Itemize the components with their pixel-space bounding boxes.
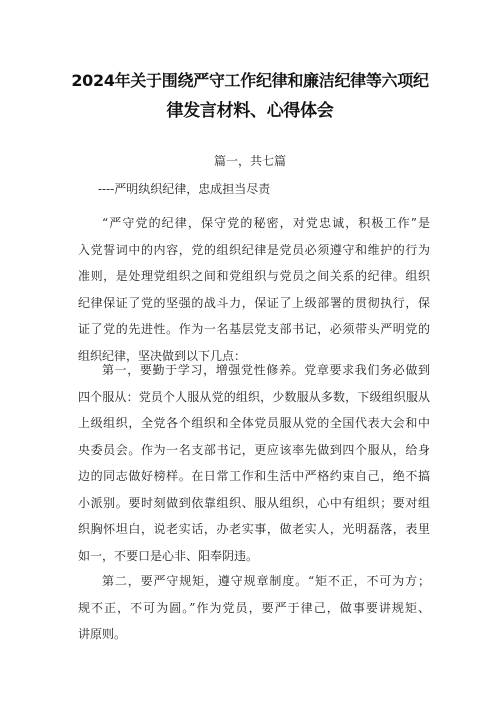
paragraph-point-two [78, 568, 430, 648]
paragraph-line: 小派别。要时刻做到依靠组织、服从组织，心中有组织；要对组 [78, 495, 430, 510]
paragraph-line: 四个服从：党员个人服从党的组织，少数服从多数，下级组织服从 [78, 389, 430, 404]
title-line: 律发言材料、心得体会 [166, 101, 334, 121]
section-subtitle: ----严明纨织纪律，忠成担当尽责 [98, 182, 271, 196]
paragraph-line: “严守党的纪律，保守党的秘密，对党忠诚，积极工作”是 [102, 216, 430, 230]
paragraph-line: 如一，不要口是心非、阳奉阴违。 [78, 548, 259, 563]
paragraph-line: 上级组织，全党各个组织和全体党员服从党的全国代表大会和中 [78, 416, 430, 430]
section-heading: 篇一，共七篇 [213, 154, 286, 168]
paragraph-line: 织胸怀坦白，说老实话，办老实事，做老实人，光明磊落，表里 [78, 522, 430, 536]
paragraph-intro [78, 210, 430, 369]
paragraph-line: 边的同志做好榜样。在日常工作和生活中严格约束自己，绝不搞 [78, 469, 430, 483]
paragraph-line: 讲原则。 [78, 627, 127, 641]
paragraph-line: 第二，要严守规矩，遵守规章制度。“矩不正，不可为方； [102, 574, 430, 588]
paragraph-line: 第一，要勤于学习，增强党性修养。党章要求我们务必做到 [102, 363, 430, 377]
paragraph-line: 证了党的先进性。作为一名基层党支部书记，必须带头严明党的 [78, 322, 430, 336]
document-title [70, 66, 430, 126]
paragraph-line: 纪律保证了党的坚强的战斗力，保证了上级部署的贯彻执行，保 [78, 295, 430, 310]
title-line: 2024年关于围绕严守工作纪律和廉洁纪律等六项纪 [71, 71, 429, 90]
paragraph-line: 入党誓词中的内容，党的组织纪律是党员必须遵守和维护的行为 [78, 242, 430, 257]
paragraph-point-one [78, 357, 430, 569]
paragraph-line: 准则，是处理党组织之间和党组织与党员之间关系的纪律。组织 [78, 269, 430, 283]
paragraph-line: 规不正，不可为圆。”作为党员，要严于律己，做事要讲规矩、 [78, 600, 430, 615]
paragraph-line: 组织纪律，坚决做到以下几点： [78, 348, 247, 363]
paragraph-line: 央委员会。作为一名支部书记，更应该率先做到四个服从，给身 [78, 442, 430, 457]
